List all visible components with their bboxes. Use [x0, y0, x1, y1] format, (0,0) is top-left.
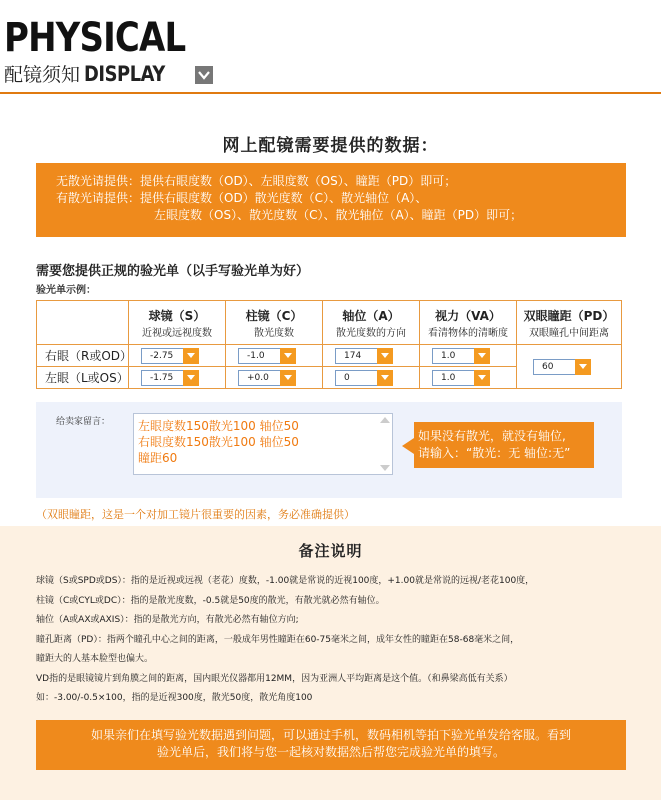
remark-line: 瞳距大的人基本脸型也偏大。 — [36, 654, 154, 664]
chevron-down-icon — [377, 370, 393, 386]
header-divider — [0, 92, 661, 94]
column-header-sphere: 球镜（S） 近视或远视度数 — [129, 301, 226, 345]
seller-note-label: 给卖家留言： — [56, 417, 111, 427]
chevron-down-icon — [195, 66, 213, 84]
header-subtitle-cn: 配镜须知 — [4, 64, 81, 86]
chevron-down-icon — [377, 348, 393, 364]
requirement-astigmatism-cont: 左眼度数（OS）、散光度数（C）、散光轴位（A）、瞳距（PD）即可； — [154, 208, 523, 222]
seller-note-textarea[interactable] — [133, 413, 393, 475]
remark-line: 瞳孔距离（PD）：指两个瞳孔中心之间的距离，一般成年男性瞳距在60-75毫米之间，成年女性的瞳距在58-68毫米之间， — [36, 634, 520, 645]
textarea-scrollbar[interactable] — [378, 414, 392, 474]
requirement-no-astigmatism: 无散光请提供：提供右眼度数（OD）、左眼度数（OS）、瞳距（PD）即可； — [56, 174, 457, 188]
chevron-down-icon — [474, 370, 490, 386]
callout-line: 请输入：“散光：无 轴位:无” — [418, 446, 571, 460]
row-label-left-eye: 左眼（L或OS） — [37, 367, 129, 389]
pd-cell — [517, 345, 622, 389]
header-subtitle — [4, 62, 179, 87]
column-header-cylinder: 柱镜（C） 散光度数 — [226, 301, 323, 345]
right-axis-select[interactable]: 174 — [335, 348, 393, 364]
remarks-title: 备注说明 — [298, 542, 363, 560]
column-header-axis: 轴位（A） 散光度数的方向 — [323, 301, 420, 345]
remark-line: VD指的是眼镜镜片到角膜之间的距离，国内眼光仪器都用12MM，因为亚洲人平均距离是这个值。（和鼻梁高低有关系） — [36, 673, 513, 684]
header-title: PHYSICAL — [4, 15, 186, 61]
remark-line: 球镜（S或SPD或DS）：指的是近视或远视（老花）度数，-1.00就是常说的近视100度，+1.00就是常说的远视/老花100度， — [36, 576, 535, 586]
requirements-box — [36, 163, 626, 237]
main-title: 网上配镜需要提供的数据： — [222, 136, 439, 156]
table-row-right-eye — [37, 345, 622, 367]
page-header — [4, 16, 661, 88]
chevron-down-icon — [280, 348, 296, 364]
right-acuity-select[interactable]: 1.0 — [432, 348, 490, 364]
left-acuity-select[interactable]: 1.0 — [432, 370, 490, 386]
left-cylinder-select[interactable]: +0.0 — [238, 370, 296, 386]
right-sphere-select[interactable]: -2.75 — [141, 348, 199, 364]
column-header-pd: 双眼瞳距（PD） 双眼瞳孔中间距离 — [517, 301, 622, 345]
right-cylinder-select[interactable]: -1.0 — [238, 348, 296, 364]
help-line: 验光单后，我们将与您一起核对数据然后帮您完成验光单的填写。 — [156, 745, 505, 759]
table-corner-cell — [37, 301, 129, 345]
chevron-down-icon — [474, 348, 490, 364]
column-header-acuity: 视力（VA） 看清物体的清晰度 — [420, 301, 517, 345]
table-header-row — [37, 301, 622, 345]
remark-line: 柱镜（C或CYL或DC）：指的是散光度数，-0.5就是50度的散光，有散光就必然有轴位。 — [36, 595, 385, 606]
remarks-section — [0, 526, 661, 800]
row-label-right-eye: 右眼（R或OD） — [37, 345, 129, 367]
help-line: 如果亲们在填写验光数据遇到问题，可以通过手机，数码相机等拍下验光单发给客服。看到 — [90, 728, 571, 742]
remark-line: 如：-3.00/-0.5×100，指的是近视300度，散光50度，散光角度100 — [36, 693, 313, 703]
chevron-down-icon — [183, 348, 199, 364]
note-line: 右眼度数150散光100 轴位50 — [138, 435, 299, 449]
chevron-down-icon — [280, 370, 296, 386]
note-line: 瞳距60 — [138, 451, 178, 465]
seller-note-area — [36, 402, 622, 498]
no-astigmatism-callout — [414, 422, 594, 468]
prescription-example-label: 验光单示例： — [36, 285, 96, 296]
pd-select[interactable]: 60 — [533, 359, 591, 375]
chevron-down-icon — [183, 370, 199, 386]
callout-line: 如果没有散光，就没有轴位, — [418, 429, 566, 443]
scroll-up-icon[interactable] — [380, 417, 390, 423]
prescription-table — [36, 300, 622, 389]
remark-line: 轴位（A或AX或AXIS）：指的是散光方向，有散光必然有轴位方向; — [36, 615, 299, 625]
note-line: 左眼度数150散光100 轴位50 — [138, 419, 299, 433]
left-sphere-select[interactable]: -1.75 — [141, 370, 199, 386]
help-box — [36, 720, 626, 770]
prescription-title: 需要您提供正规的验光单（以手写验光单为好） — [36, 264, 310, 279]
pd-warning: （双眼瞳距，这是一个对加工镜片很重要的因素，务必准确提供） — [36, 508, 355, 521]
requirement-astigmatism: 有散光请提供：提供右眼度数（OD）散光度数（C）、散光轴位（A）、 — [56, 191, 428, 205]
scroll-down-icon[interactable] — [380, 465, 390, 471]
left-axis-select[interactable]: 0 — [335, 370, 393, 386]
chevron-down-icon — [575, 359, 591, 375]
header-subtitle-en: DISPLAY — [84, 62, 165, 86]
remarks-lines — [36, 572, 656, 709]
